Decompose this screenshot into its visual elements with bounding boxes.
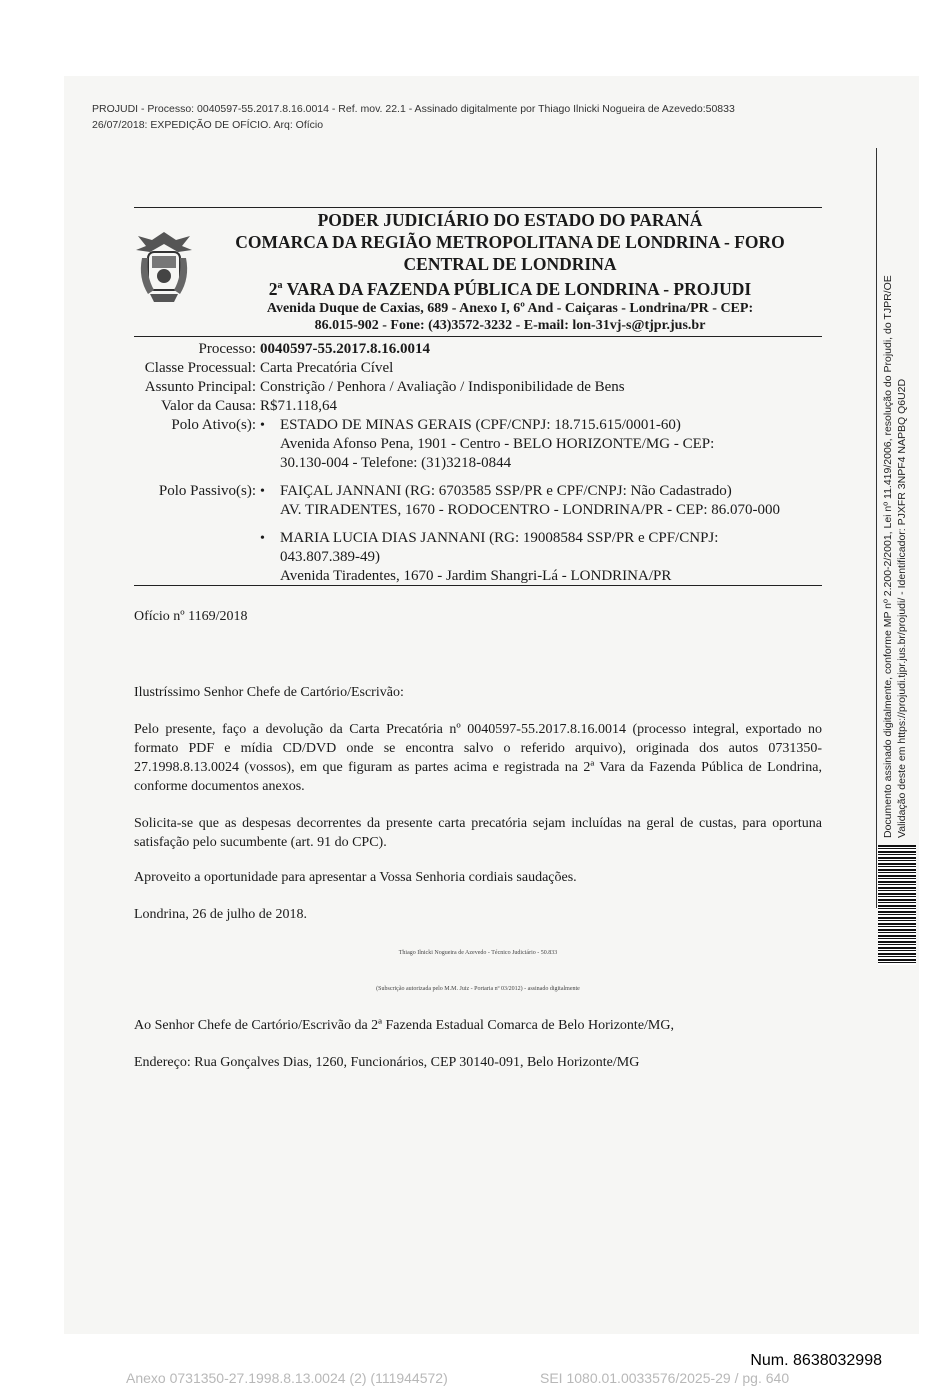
paragraph-1: Pelo presente, faço a devolução da Carta Precatória nº 0040597-55.2017.8.16.0014 (processo integral, exportado no formato PDF e mídia CD/DVD onde se encontra salvo o referido arquivo), originada dos autos 0731350-27.1998.8.13.0024 (vossos), em que figuram as partes acima e registrada na 2ª Vara da Fazenda Pública de Londrina, conforme documentos anexos. [134,722,822,794]
polo-passivo-name: FAIÇAL JANNANI (RG: 6703585 SSP/PR e CPF/CNPJ: Não Cadastrado) [280,483,732,499]
anexo-reference: Anexo 0731350-27.1998.8.13.0024 (2) (111944572) [126,1370,448,1386]
addressee-endereco: Endereço: Rua Gonçalves Dias, 1260, Funcionários, CEP 30140-091, Belo Horizonte/MG [134,1055,640,1070]
letter-date: Londrina, 26 de julho de 2018. [134,907,308,922]
court-address2: 86.015-902 - Fone: (43)3572-3232 - E-mail: lon-31vj-s@tjpr.jus.br [314,317,706,333]
polo-passivo-address1: AV. TIRADENTES, 1670 - RODOCENTRO - LONDRINA/PR - CEP: 86.070-000 [280,502,781,518]
signature-line2: Validação deste em https://projudi.tjpr.jus.br/projudi/ - Identificador: PJXFR 3NPF4 NAPBQ Q6U2D [896,378,908,838]
processo-label: Processo: [198,341,256,357]
signature-line1: Documento assinado digitalmente, conforme MP nº 2.200-2/2001, Lei nº 11.419/2006, resolução do Projudi, do TJPR/OE [882,275,894,838]
classe-label: Classe Processual: [144,360,256,376]
top-rule [134,207,822,208]
court-line4 [205,275,815,300]
processo-value: 0040597-55.2017.8.16.0014 [260,341,430,357]
polo-passivo-name-cont: 043.807.389-49) [280,549,380,565]
polo-passivo-item [260,482,824,520]
digital-signature-text [881,126,921,838]
court-line1: PODER JUDICIÁRIO DO ESTADO DO PARANÁ [317,210,703,230]
heading-rule [134,336,822,337]
polo-passivo-name: MARIA LUCIA DIAS JANNANI (RG: 19008584 SSP/PR e CPF/CNPJ: [280,530,719,546]
polo-passivo-label: Polo Passivo(s): [158,483,256,499]
valor-value: R$71.118,64 [260,398,337,414]
polo-ativo-address1: Avenida Afonso Pena, 1901 - Centro - BELO HORIZONTE/MG - CEP: [280,436,715,452]
salutation: Ilustríssimo Senhor Chefe de Cartório/Escrivão: [134,685,404,700]
polo-ativo-name: ESTADO DE MINAS GERAIS (CPF/CNPJ: 18.715.615/0001-60) [280,417,681,433]
court-heading [205,209,815,334]
bullet: • [260,531,265,546]
oficio-number: Ofício nº 1169/2018 [134,609,248,624]
paragraph-2: Solicita-se que as despesas decorrentes da presente carta precatória sejam incluídas na geral de custas, para oportuna satisfação pelo sucumbente (art. 91 do CPC). [134,816,822,850]
assunto-label: Assunto Principal: [144,379,256,395]
court-vara-name: VARA DA FAZENDA PÚBLICA DE LONDRINA - PROJUDI [282,278,752,299]
court-vara-ordinal: a [277,280,283,291]
digital-signature-stamp [876,148,919,908]
sei-reference: SEI 1080.01.0033576/2025-29 / pg. 640 [540,1370,790,1386]
court-line3: CENTRAL DE LONDRINA [403,254,617,274]
polo-ativo-address2: 30.130-004 - Telefone: (31)3218-0844 [280,455,512,471]
court-address1: Avenida Duque de Caxias, 689 - Anexo I, 6º And - Caiçaras - Londrina/PR - CEP: [266,300,754,316]
valor-label: Valor da Causa: [161,398,256,414]
assunto-value: Constrição / Penhora / Avaliação / Indisponibilidade de Bens [260,379,625,395]
paragraph-3: Aproveito a oportunidade para apresentar a Vossa Senhoria cordiais saudações. [134,870,577,885]
parana-coat-of-arms-icon [132,228,196,306]
classe-value: Carta Precatória Cível [260,360,394,376]
parties-rule [134,585,822,586]
court-vara-number: 2 [268,278,278,299]
process-details [134,340,824,586]
document-number: Num. 8638032998 [750,1352,882,1369]
projudi-header [92,101,812,133]
polo-passivo-item [260,529,824,586]
projudi-header-line1: PROJUDI - Processo: 0040597-55.2017.8.16.0014 - Ref. mov. 22.1 - Assinado digitalmente por Thiago Ilnicki Nogueira de Azevedo:50833 [92,103,735,115]
polo-ativo-label: Polo Ativo(s): [171,417,256,433]
addressee: Ao Senhor Chefe de Cartório/Escrivão da 2ª Fazenda Estadual Comarca de Belo Horizonte/MG, [134,1018,674,1033]
polo-ativo-item [260,416,824,473]
projudi-header-line2: 26/07/2018: EXPEDIÇÃO DE OFÍCIO. Arq: Ofício [92,119,324,131]
barcode-icon [878,845,916,965]
signer-line: Thiago Ilnicki Nogueira de Azevedo - Técnico Judiciário - 50.833 [398,950,558,956]
court-line2: COMARCA DA REGIÃO METROPOLITANA DE LONDRINA - FORO [235,232,785,252]
bullet: • [260,418,265,433]
polo-passivo-address1: Avenida Tiradentes, 1670 - Jardim Shangri-Lá - LONDRINA/PR [280,568,672,584]
bullet: • [260,484,265,499]
subscription-line: (Subscrição autorizada pelo M.M. Juiz - Portaria nº 03/2012) - assinado digitalmente [376,986,580,992]
